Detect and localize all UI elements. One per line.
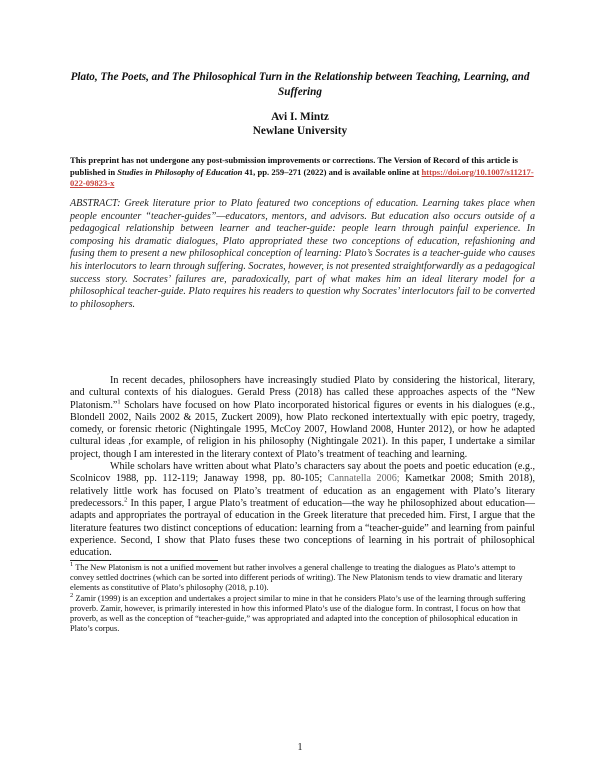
paragraph-2-text-c: In this paper, I argue Plato’s treatment of education—the way he philosophized about education—adapts and appropriates the portrayal of education in the Greek literature that preceded him. First, I argue that the literature features two distinct conceptions of education: learning from a “teacher-guide” and learning from painful experience. Second, I show that Plato fuses these two conceptions of learning in his portrait of philosophical education. bbox=[70, 497, 535, 559]
page-number: 1 bbox=[297, 742, 303, 753]
footnote-2 bbox=[70, 591, 535, 635]
author-affiliation: Newlane University bbox=[252, 125, 348, 137]
journal-name: Studies in Philosophy of Education bbox=[117, 166, 243, 177]
footnote-2-mark: 2 bbox=[70, 591, 74, 599]
footnotes bbox=[70, 563, 535, 634]
paragraph-1 bbox=[70, 375, 535, 461]
paper-title: Plato, The Poets, and The Philosophical Turn in the Relationship between Teaching, Learning, and Suffering bbox=[70, 71, 530, 98]
paragraph-2-text-b: Kametkar 2008; Smith 2018), relatively little work has focused on Plato’s treatment of education as an engagement with Plato’s literary predecessors. bbox=[70, 473, 535, 509]
footnote-1-mark: 1 bbox=[70, 561, 74, 569]
notice-text: This preprint has not undergone any post-submission improvements or corrections. The Version of Record of this article is published in bbox=[70, 155, 519, 177]
author-block bbox=[70, 110, 530, 138]
doi-link[interactable]: https://doi.org/10.1007/s11217-022-09823-x bbox=[70, 166, 534, 188]
paragraph-1-text-a: In recent decades, philosophers have increasingly studied Plato by considering the historical, literary, and cultural contexts of his dialogues. Gerald Press (2018) has called these approaches aspects of the “New Platonism.” bbox=[70, 375, 535, 411]
footnote-2-text: Zamir (1999) is an exception and undertakes a project similar to mine in that he considers Plato’s use of the learning through suffering proverb. Zamir, however, is primarily interested in how this informed Plato’s use of the dialogue form. In contrast, I focus on how that proverb, as well as the conception of “teacher-guide,” was appropriated and adapted into the conception of philosophical education in Plato’s corpus. bbox=[70, 593, 526, 634]
notice-citation: 41, pp. 259–271 (2022) and is available online at bbox=[242, 166, 422, 177]
footnote-divider bbox=[70, 560, 218, 561]
footnote-1 bbox=[70, 563, 535, 594]
paragraph-1-text-b: Scholars have focused on how Plato incorporated historical figures or events in his dialogues (e.g., Blondell 2002, Nails 2002 & 2015, Zuckert 2009), how Plato reckoned intertextually with epic poetry, tragedy, comedy, or forensic rhetoric (Nightingale 1995, McCoy 2007, Howland 2008, Hunter 2012), or how he adapted cultural ideas ,for example, of religion in his philosophy (Nightingale 2021). In this paper, I undertake a similar project, though I am interested in the literary context of Plato’s treatment of teaching and learning. bbox=[70, 399, 535, 460]
paragraph-2-gray-citation: Cannatella 2006; bbox=[327, 473, 400, 485]
paragraph-2-text-a: While scholars have written about what Plato’s characters say about the poets and poetic education (e.g., Scolnicov 1988, pp. 112-119; Janaway 1998, pp. 80-105; bbox=[70, 461, 535, 485]
body-text bbox=[70, 375, 535, 559]
author-name: Avi I. Mintz bbox=[271, 111, 329, 123]
abstract: ABSTRACT: Greek literature prior to Plato featured two conceptions of education. Learning takes place when people encounter “teacher-guides”—educators, mentors, and advisors. But education also occurs outside of a pedagogical relationship between learner and teacher-guide: people learn through painful experience. In composing his dramatic dialogues, Plato appropriated these two conceptions of education, refashioning and fusing them to present a new philosophical conception of learning: Plato’s Socrates is a teacher-guide who causes his interlocutors to learn through suffering. Socrates, however, is not presented straightforwardly as a pedagogical success story. Socrates’ failures are, paradoxically, part of what makes him an ideal literary model for a philosophical teacher-guide. Plato requires his readers to question why Socrates’ interlocutors fail to be converted to philosophers. bbox=[70, 198, 535, 310]
footnote-ref-2[interactable]: 2 bbox=[124, 496, 128, 504]
footnote-ref-1[interactable]: 1 bbox=[117, 398, 121, 406]
footnote-1-text: The New Platonism is not a unified movement but rather involves a general challenge to treating the dialogues as Plato’s attempt to convey settled doctrines (which can be sorted into different periods of writing). The New Platonism tends to view dramatic and literary elements as constitutive of Plato’s philosophy (2018, p.10). bbox=[70, 563, 523, 593]
paragraph-2 bbox=[70, 461, 535, 559]
preprint-notice bbox=[70, 155, 535, 190]
